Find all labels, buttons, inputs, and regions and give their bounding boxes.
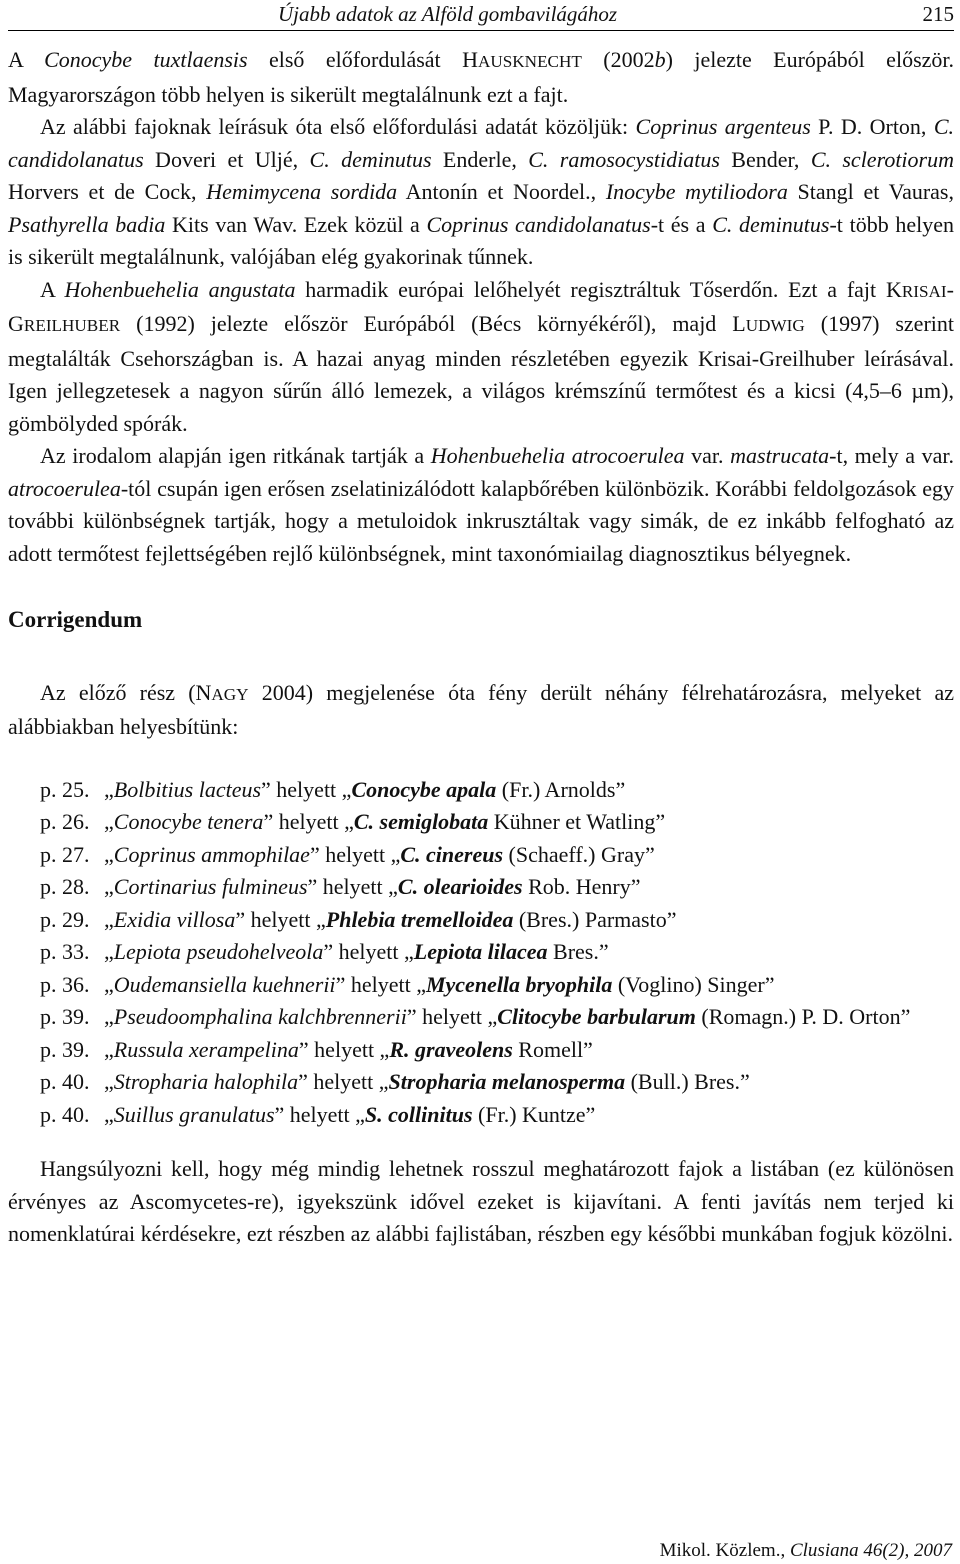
correction-item bbox=[8, 1066, 954, 1099]
text-run: C. ramosocystidiatus bbox=[528, 146, 720, 172]
text-run: (Bull.) Bres.” bbox=[625, 1069, 750, 1094]
correction-item bbox=[8, 774, 954, 807]
text-run: Conocybe tenera bbox=[113, 809, 264, 834]
text-run: A bbox=[8, 47, 45, 72]
running-title: Újabb adatok az Alföld gombavilágához bbox=[278, 2, 618, 26]
text-run: „ bbox=[104, 841, 114, 867]
text-run: Bender, bbox=[719, 146, 811, 172]
text-run: (Fr.) Arnolds” bbox=[496, 776, 626, 802]
text-run: C. deminutus bbox=[712, 211, 830, 237]
correction-page: p. 28. bbox=[40, 874, 90, 899]
text-run: mastrucata bbox=[730, 443, 830, 468]
text-run: -t és a bbox=[650, 211, 713, 237]
correction-item bbox=[8, 1099, 954, 1132]
article-body bbox=[8, 44, 954, 1251]
text-run: ” helyett „ bbox=[323, 939, 414, 964]
text-run: Romell” bbox=[512, 1036, 593, 1062]
correction-page: p. 36. bbox=[40, 971, 90, 997]
text-run: Stropharia melanosperma bbox=[388, 1069, 626, 1094]
text-run: C. olearioides bbox=[397, 874, 523, 899]
journal-name: Mikol. Közlem., bbox=[659, 1540, 790, 1561]
correction-item bbox=[8, 806, 954, 839]
text-run: ” helyett „ bbox=[261, 776, 352, 802]
text-run: AUSKNECHT bbox=[477, 52, 582, 71]
text-run: R. graveolens bbox=[389, 1036, 513, 1062]
text-run: Rob. Henry” bbox=[522, 874, 641, 899]
text-run: Coprinus ammophilae bbox=[113, 841, 310, 867]
closing-paragraph: Hangsúlyozni kell, hogy még mindig lehetnek rosszul meghatározott fajok a listában (ez különösen érvényes az Ascomycetes-re), igyekszünk idővel ezeket is kijavítani. A fenti javítás nem terjed ki nomenklatúrai kérdésekre, ezt részben az alábbi fajlistában, részben egy későbbi munkában fogjuk közölni. bbox=[8, 1156, 954, 1246]
text-run: Psathyrella badia bbox=[8, 211, 166, 237]
text-run: Pseudoomphalina kalchbrennerii bbox=[113, 1004, 407, 1029]
text-run: ) jelezte Európából először. Magyarországon több helyen is sikerült megtalálnunk ezt a fajt. bbox=[8, 47, 955, 107]
correction-page: p. 25. bbox=[40, 776, 90, 802]
text-run: AGY bbox=[211, 684, 249, 704]
body-paragraph bbox=[8, 111, 954, 274]
correction-page: p. 40. bbox=[40, 1069, 90, 1094]
journal-footer bbox=[660, 1540, 952, 1562]
text-run: 2004) megjelenése óta fény derült néhány félrehatározásra, melyeket az alábbiakban helyesbítünk: bbox=[8, 679, 954, 739]
text-run: REILHUBER bbox=[23, 316, 121, 335]
text-run: ” helyett „ bbox=[298, 1036, 390, 1062]
correction-item bbox=[8, 1034, 954, 1067]
text-run: „ bbox=[104, 1069, 114, 1094]
text-run: -t, mely a var. bbox=[829, 443, 954, 468]
text-run: C. cinereus bbox=[400, 841, 504, 867]
text-run: ” helyett „ bbox=[274, 1101, 365, 1127]
text-run: Coprinus argenteus bbox=[635, 114, 811, 139]
text-run: (Schaeff.) Gray” bbox=[503, 841, 655, 867]
text-run: -G bbox=[8, 276, 954, 336]
text-run: Lepiota lilacea bbox=[413, 939, 548, 964]
text-run: ” helyett „ bbox=[263, 809, 354, 834]
section-heading: Corrigendum bbox=[8, 607, 143, 632]
body-paragraph bbox=[8, 274, 954, 441]
text-run: Russula xerampelina bbox=[113, 1036, 299, 1062]
text-run: Hemimycena sordida bbox=[206, 179, 398, 204]
body-paragraph bbox=[8, 440, 954, 570]
text-run: UDWIG bbox=[745, 316, 805, 335]
text-run: (Bres.) Parmasto” bbox=[513, 906, 677, 932]
text-run: Mycenella bryophila bbox=[425, 971, 613, 997]
correction-page: p. 29. bbox=[40, 906, 90, 932]
text-run: Doveri et Uljé, bbox=[143, 146, 310, 172]
text-run: -tól csupán igen erősen zselatinizálódott kalapbőrében különbözik. Korábbi feldolgozások egy további különbségnek tartják, hogy a metuloidok inkrusztáltak vagy simák, de ez inkább felfogható az adott termőtest fejlettségében rejlő különbségnek, mint taxonómiailag diagnosztikus bélyegnek. bbox=[8, 475, 954, 566]
text-run: Hohenbuehelia angustata bbox=[64, 276, 296, 302]
text-run: Bres.” bbox=[547, 939, 609, 964]
text-run: Stropharia halophila bbox=[113, 1069, 299, 1094]
text-run: ” helyett „ bbox=[406, 1004, 498, 1029]
correction-page: p. 39. bbox=[40, 1036, 90, 1062]
text-run: Clitocybe barbularum bbox=[497, 1004, 696, 1029]
correction-page: p. 27. bbox=[40, 841, 90, 867]
text-run: C. semiglobata bbox=[353, 809, 489, 834]
correction-page: p. 40. bbox=[40, 1101, 90, 1127]
text-run: Inocybe mytiliodora bbox=[605, 179, 788, 204]
journal-issue: Clusiana 46(2), 2007 bbox=[789, 1540, 952, 1561]
text-run: „ bbox=[104, 1101, 114, 1127]
body-paragraph bbox=[8, 44, 954, 111]
text-run: A bbox=[40, 276, 65, 302]
text-run: „ bbox=[104, 874, 114, 899]
text-run: Oudemansiella kuehnerii bbox=[113, 971, 336, 997]
correction-item bbox=[8, 969, 954, 1002]
text-run: -t több helyen is sikerült megtalálnunk, valójában elég gyakorinak tűnnek. bbox=[8, 211, 954, 269]
text-run: „ bbox=[104, 906, 114, 932]
correction-page: p. 39. bbox=[40, 1004, 90, 1029]
text-run: „ bbox=[104, 939, 114, 964]
text-run: (Fr.) Kuntze” bbox=[472, 1101, 596, 1127]
text-run: (1997) szerint megtalálták Csehországban is. A hazai anyag minden részletében egyezik Krisai-Greilhuber leírásával. Igen jellegzetesek a nagyon sűrűn álló lemezek, a világos krémszínű termőtest és a kicsi (4,5–6 µm), gömbölyded spórák. bbox=[8, 311, 954, 436]
text-run: Stangl et Vauras, bbox=[787, 179, 954, 204]
correction-item bbox=[8, 936, 954, 969]
text-run: harmadik európai lelőhelyét regisztráltuk Tőserdőn. Ezt a fajt K bbox=[295, 276, 902, 302]
text-run: Antonín et Noordel., bbox=[397, 179, 606, 204]
text-run: Hohenbuehelia atrocoerulea bbox=[430, 443, 685, 468]
paragraph-group bbox=[8, 44, 954, 570]
text-run: ” helyett „ bbox=[307, 874, 398, 899]
text-run: C. sclerotiorum bbox=[810, 146, 954, 172]
text-run: atrocoerulea bbox=[8, 475, 121, 501]
text-run: „ bbox=[104, 1036, 114, 1062]
correction-item bbox=[8, 871, 954, 904]
running-header bbox=[8, 0, 954, 31]
page-number: 215 bbox=[922, 2, 954, 26]
text-run: Az irodalom alapján igen ritkának tartják a bbox=[40, 443, 431, 468]
text-run: Enderle, bbox=[431, 146, 529, 172]
text-run: Kits van Wav. Ezek közül a bbox=[165, 211, 427, 237]
text-run: RISAI bbox=[901, 281, 947, 301]
text-run: „ bbox=[104, 971, 114, 997]
text-run: Bolbitius lacteus bbox=[113, 776, 262, 802]
text-run: C. candidolanatus bbox=[8, 114, 955, 172]
correction-item bbox=[8, 1001, 954, 1034]
text-run: Az alábbi fajoknak leírásuk óta első előfordulási adatát közöljük: bbox=[40, 114, 636, 139]
text-run: „ bbox=[104, 776, 114, 802]
text-run: (1992) jelezte először Európából (Bécs környékéről), majd L bbox=[120, 311, 746, 336]
correction-page: p. 33. bbox=[40, 939, 90, 964]
text-run: ” helyett „ bbox=[235, 906, 326, 932]
text-run: (Voglino) Singer” bbox=[612, 971, 775, 997]
text-run: első előfordulását H bbox=[247, 47, 478, 72]
text-run: S. collinitus bbox=[364, 1101, 473, 1127]
text-run: Horvers et de Cock, bbox=[8, 179, 207, 204]
text-run: (Romagn.) P. D. Orton” bbox=[695, 1004, 911, 1029]
correction-page: p. 26. bbox=[40, 809, 90, 834]
text-run: Conocybe apala bbox=[351, 776, 497, 802]
text-run: Kühner et Watling” bbox=[488, 809, 666, 834]
text-run: C. deminutus bbox=[309, 146, 432, 172]
text-run: ” helyett „ bbox=[298, 1069, 389, 1094]
text-run: „ bbox=[104, 1004, 114, 1029]
text-run: Exidia villosa bbox=[113, 906, 236, 932]
text-run: var. bbox=[684, 443, 731, 468]
text-run: (2002 bbox=[581, 47, 655, 72]
text-run: Conocybe tuxtlaensis bbox=[44, 47, 248, 72]
text-run: ” helyett „ bbox=[309, 841, 401, 867]
text-run: P. D. Orton, bbox=[810, 114, 934, 139]
text-run: b bbox=[654, 47, 666, 72]
text-run: Lepiota pseudohelveola bbox=[113, 939, 324, 964]
correction-item bbox=[8, 839, 954, 872]
corrigendum-intro bbox=[8, 677, 954, 744]
text-run: Az előző rész (N bbox=[40, 679, 212, 705]
text-run: Phlebia tremelloidea bbox=[325, 906, 514, 932]
text-run: Suillus granulatus bbox=[113, 1101, 275, 1127]
corrections-list bbox=[8, 774, 954, 1132]
text-run: ” helyett „ bbox=[335, 971, 426, 997]
text-run: Cortinarius fulmineus bbox=[113, 874, 308, 899]
text-run: „ bbox=[104, 809, 114, 834]
correction-item bbox=[8, 904, 954, 937]
text-run: Coprinus candidolanatus bbox=[426, 211, 651, 237]
